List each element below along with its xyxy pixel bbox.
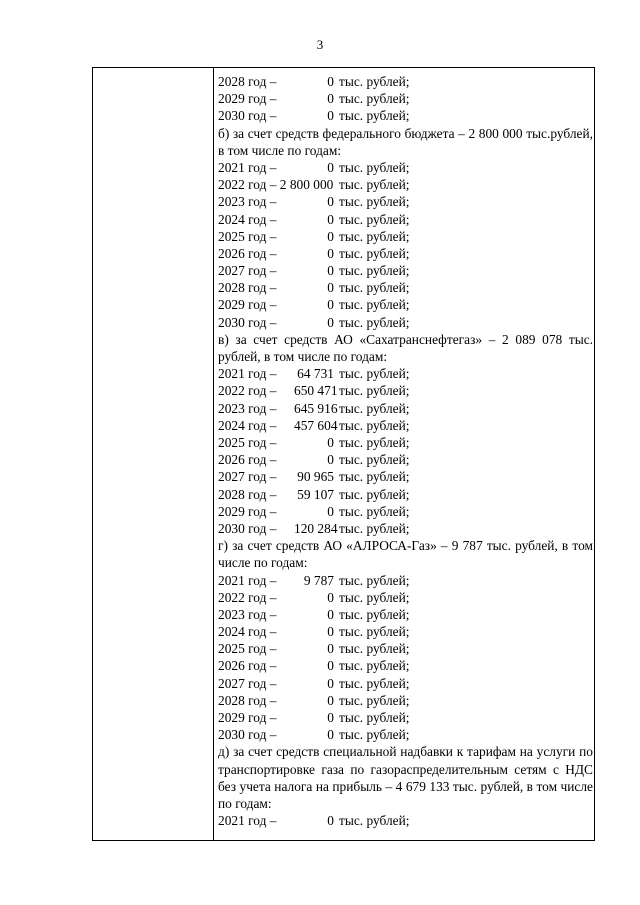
year-amount-row: [218, 211, 593, 228]
year-amount-row: [218, 675, 593, 692]
unit-label: тыс. рублей;: [339, 641, 410, 657]
year-amount-row: [218, 262, 593, 279]
amount-value: 0: [327, 263, 334, 279]
amount-value: 0: [327, 624, 334, 640]
document-table: [92, 67, 595, 841]
amount-value: 0: [327, 813, 334, 829]
year-label: 2029 год –: [218, 91, 277, 107]
year-amount-row: [218, 417, 593, 434]
year-amount-row: [218, 365, 593, 382]
unit-label: тыс. рублей;: [339, 159, 410, 175]
amount-value: 0: [327, 314, 334, 330]
year-amount-row: [218, 451, 593, 468]
amount-value: 0: [327, 710, 334, 726]
unit-label: тыс. рублей;: [339, 520, 410, 536]
amount-value: 120 284: [294, 520, 338, 536]
year-label: 2030 год –: [218, 108, 277, 124]
unit-label: тыс. рублей;: [339, 675, 410, 691]
amount-value: 0: [327, 692, 334, 708]
table-left-column: [93, 68, 214, 840]
amount-value: 0: [327, 452, 334, 468]
unit-label: тыс. рублей;: [339, 589, 410, 605]
amount-value: 0: [327, 503, 334, 519]
unit-label: тыс. рублей;: [339, 727, 410, 743]
year-label: 2028 год –: [218, 692, 277, 708]
unit-label: тыс. рублей;: [339, 383, 410, 399]
funding-source-heading: в) за счет средств АО «Сахатранснефтегаз» – 2 089 078 тыс. рублей, в том числе по годам:: [218, 331, 593, 365]
unit-label: тыс. рублей;: [339, 245, 410, 261]
year-amount-row: [218, 159, 593, 176]
year-label: 2029 год –: [218, 297, 277, 313]
year-label: 2029 год –: [218, 710, 277, 726]
year-amount-row: [218, 623, 593, 640]
amount-value: 0: [327, 211, 334, 227]
year-label: 2029 год –: [218, 503, 277, 519]
unit-label: тыс. рублей;: [339, 91, 410, 107]
amount-value: 0: [327, 108, 334, 124]
amount-value: 0: [327, 91, 334, 107]
year-label: 2023 год –: [218, 400, 277, 416]
unit-label: тыс. рублей;: [339, 452, 410, 468]
unit-label: тыс. рублей;: [339, 417, 410, 433]
amount-value: 0: [327, 297, 334, 313]
amount-value: 0: [327, 435, 334, 450]
year-amount-row: [218, 245, 593, 262]
year-amount-row: [218, 812, 593, 829]
unit-label: тыс. рублей;: [339, 658, 410, 674]
amount-value: 0: [327, 658, 334, 674]
unit-label: тыс. рублей;: [339, 228, 410, 244]
amount-value: 0: [327, 228, 334, 244]
year-amount-row: [218, 692, 593, 709]
amount-value: 0: [327, 641, 334, 657]
amount-value: 9 787: [303, 572, 334, 588]
year-amount-row: [218, 520, 593, 537]
unit-label: тыс. рублей;: [339, 435, 410, 450]
unit-label: тыс. рублей;: [339, 297, 410, 313]
unit-label: тыс. рублей;: [339, 813, 410, 829]
year-label: 2025 год –: [218, 228, 277, 244]
unit-label: тыс. рублей;: [339, 503, 410, 519]
year-amount-row: [218, 400, 593, 417]
year-label: 2026 год –: [218, 245, 277, 261]
year-amount-row: [218, 468, 593, 485]
page-number: 3: [316, 37, 324, 52]
year-amount-row: [218, 228, 593, 245]
amount-value: [294, 176, 334, 193]
year-amount-row: [218, 107, 593, 124]
amount-value: 457 604: [294, 417, 338, 433]
year-amount-row: [218, 709, 593, 726]
year-amount-row: [218, 640, 593, 657]
funding-source-heading: б) за счет средств федерального бюджета – 2 800 000 тыс.рублей, в том числе по годам:: [218, 125, 593, 158]
year-label: 2023 год –: [218, 606, 277, 622]
unit-label: тыс. рублей;: [339, 400, 410, 416]
amount-value: 0: [327, 727, 334, 743]
year-label: 2027 год –: [218, 469, 277, 485]
amount-value: 650 471: [294, 383, 338, 399]
year-label: 2030 год –: [218, 727, 277, 743]
amount-value: 90 965: [297, 469, 334, 485]
year-amount-row: [218, 726, 593, 743]
table-right-column: [218, 73, 593, 829]
unit-label: тыс. рублей;: [339, 469, 410, 485]
amount-value: 0: [327, 159, 334, 175]
unit-label: тыс. рублей;: [339, 692, 410, 708]
year-amount-row: [218, 572, 593, 589]
year-amount-row: [218, 176, 593, 193]
funding-source-heading: д) за счет средств специальной надбавки к тарифам на услуги по транспортировке газа по газораспределительным сетям с НДС без учета налога на прибыль – 4 679 133 тыс. рублей, в том числе по годам:: [218, 744, 593, 812]
amount-value: 0: [327, 245, 334, 261]
funding-source-heading: г) за счет средств АО «АЛРОСА-Газ» – 9 787 тыс. рублей, в том числе по годам:: [218, 538, 593, 571]
unit-label: тыс. рублей;: [339, 280, 410, 296]
amount-value: 0: [327, 74, 334, 89]
unit-label: тыс. рублей;: [339, 74, 410, 89]
unit-label: тыс. рублей;: [339, 606, 410, 622]
year-amount-row: [218, 606, 593, 623]
year-label: 2027 год –: [218, 675, 277, 691]
unit-label: тыс. рублей;: [339, 314, 410, 330]
year-amount-row: [218, 279, 593, 296]
unit-label: тыс. рублей;: [339, 194, 410, 210]
amount-value: 645 916: [294, 400, 338, 416]
year-label: 2028 год –: [218, 280, 277, 296]
unit-label: тыс. рублей;: [339, 572, 410, 588]
amount-value: 64 731: [297, 366, 334, 382]
amount-value: 0: [327, 606, 334, 622]
year-label: 2030 год –: [218, 314, 277, 330]
year-label: 2023 год –: [218, 194, 277, 210]
year-amount-row: [218, 193, 593, 210]
year-amount-row: [218, 589, 593, 606]
unit-label: тыс. рублей;: [339, 263, 410, 279]
year-label: 2027 год –: [218, 263, 277, 279]
year-label: 2025 год –: [218, 435, 277, 450]
year-label: 2028 год –: [218, 74, 277, 89]
year-label: 2022 год –: [218, 383, 277, 399]
year-label: 2021 год –: [218, 366, 277, 382]
unit-label: тыс. рублей;: [339, 710, 410, 726]
year-amount-row: [218, 73, 593, 90]
year-label: 2026 год –: [218, 452, 277, 468]
year-label: 2021 год –: [218, 572, 277, 588]
unit-label: тыс. рублей;: [339, 177, 410, 193]
year-label: 2021 год –: [218, 813, 277, 829]
year-label: 2024 год –: [218, 417, 277, 433]
year-label: 2028 год –: [218, 486, 277, 502]
year-label: 2025 год –: [218, 641, 277, 657]
year-label: 2024 год –: [218, 624, 277, 640]
year-amount-row: [218, 503, 593, 520]
year-label: 2021 год –: [218, 159, 277, 175]
unit-label: тыс. рублей;: [339, 366, 410, 382]
year-amount-row: [218, 434, 593, 451]
year-label: 2022 год –: [218, 589, 277, 605]
year-amount-row: [218, 657, 593, 674]
year-label: 2022 год – 2 800 000: [218, 177, 334, 193]
unit-label: тыс. рублей;: [339, 211, 410, 227]
amount-value: 0: [327, 675, 334, 691]
year-amount-row: [218, 382, 593, 399]
year-amount-row: [218, 296, 593, 313]
year-amount-row: [218, 314, 593, 331]
year-label: 2030 год –: [218, 520, 277, 536]
amount-value: 0: [327, 589, 334, 605]
amount-value: 0: [327, 280, 334, 296]
year-amount-row: [218, 90, 593, 107]
year-label: 2026 год –: [218, 658, 277, 674]
year-amount-row: [218, 486, 593, 503]
amount-value: 0: [327, 194, 334, 210]
amount-value: 59 107: [297, 486, 334, 502]
unit-label: тыс. рублей;: [339, 486, 410, 502]
unit-label: тыс. рублей;: [339, 624, 410, 640]
year-label: 2024 год –: [218, 211, 277, 227]
unit-label: тыс. рублей;: [339, 108, 410, 124]
